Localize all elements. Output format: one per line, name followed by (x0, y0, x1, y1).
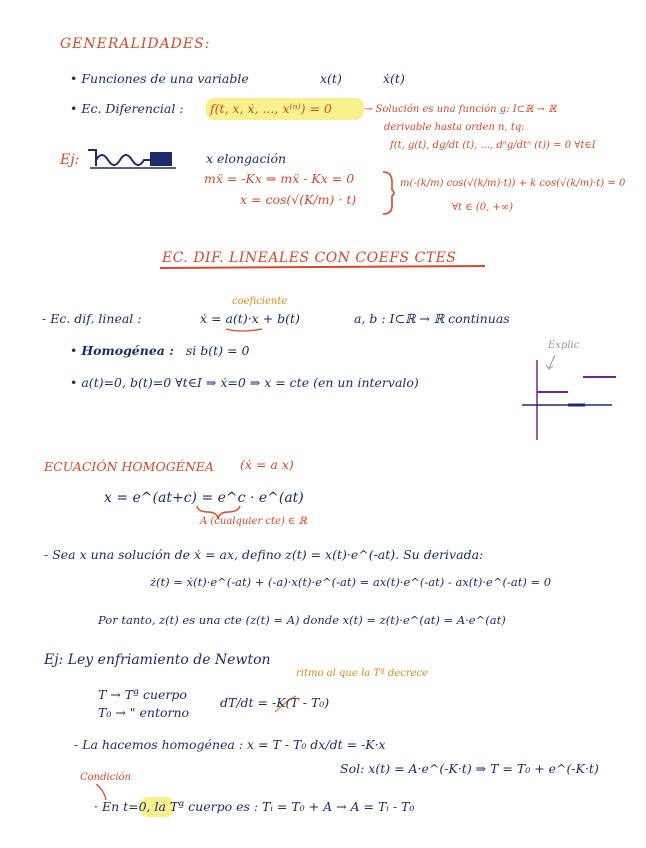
bullet: • (70, 343, 82, 358)
ecdif-solution-2: derivable hasta orden n, tq: (384, 122, 525, 133)
bullet: • (70, 71, 82, 86)
newton-equation: dT/dt = -K(T - T₀) (220, 695, 330, 710)
ecdif-solution-1: → Solución es una función g: I⊂ℝ → ℝ (364, 104, 557, 115)
example-eq-1: mẍ = -Kx ⇒ mẍ - Kx = 0 (204, 171, 355, 186)
homogeneous-text: si b(t) = 0 (185, 343, 250, 358)
homogeneous-equation-title: ECUACIÓN HOMOGÉNEA (44, 459, 214, 474)
example-elongation: x elongación (206, 151, 287, 166)
newton-T: T → Tª cuerpo (98, 687, 187, 702)
ecdif-equation: f(t, x, ẋ, ..., x⁽ⁿ⁾) = 0 (210, 101, 332, 116)
functions-text: Funciones de una variable (81, 71, 249, 86)
homogeneous-line (70, 344, 249, 358)
derivative-line: ż(t) = ẋ(t)·e^(-at) + (-a)·x(t)·e^(-at) = ax(t)·e^(-at) - ax(t)·e^(-at) = 0 (150, 575, 552, 589)
therefore-line: Por tanto, z(t) es una cte (z(t) = A) donde x(t) = z(t)·e^(at) = A·e^(at) (98, 613, 506, 627)
example-label: Ej: (60, 152, 80, 168)
function-xdot: ẋ(t) (383, 71, 405, 86)
linear-condition: a, b : I⊂ℝ → ℝ continuas (354, 311, 510, 326)
ecdif-label: Ec. Diferencial : (81, 101, 184, 116)
example-result-2: ∀t ∈ (0, +∞) (452, 202, 514, 213)
constant-note: A (cualquier cte) ∈ ℝ (200, 516, 307, 527)
homogeneous-label: Homogénea : (81, 343, 174, 358)
ecdif-line (70, 102, 184, 116)
linear-equation: ẋ = a(t)·x + b(t) (200, 311, 300, 326)
newton-T0: T₀ → " entorno (98, 705, 190, 720)
case-line (70, 376, 419, 390)
example-result-1: m(-(k/m) cos(√(k/m)·t)) + k cos(√(k/m)·t) = 0 (400, 178, 626, 189)
page-heading: GENERALIDADES: (60, 36, 211, 52)
linear-label: - Ec. dif. lineal : (42, 311, 142, 326)
coefficient-note: coeficiente (232, 296, 288, 307)
newton-title: Ej: Ley enfriamiento de Newton (44, 652, 271, 668)
bullet: • (70, 101, 82, 116)
condition-note: Condición (80, 772, 131, 783)
initial-condition-line: · En t=0, la Tª cuerpo es : Tᵢ = T₀ + A → A = Tᵢ - T₀ (94, 799, 415, 814)
make-homogeneous-line: - La hacemos homogénea : x = T - T₀ dx/dt = -K·x (74, 737, 386, 752)
section-title: EC. DIF. LINEALES CON COEFS CTES (162, 250, 457, 266)
define-z-line: - Sea x una solución de ẋ = ax, defino z(t) = x(t)·e^(-at). Su derivada: (44, 547, 484, 562)
explanation-note: Explic (548, 340, 580, 351)
rate-note: ritmo al que la Tª decrece (296, 668, 429, 679)
homogeneous-equation: (ẋ = a x) (240, 457, 294, 472)
bullet: • (70, 375, 82, 390)
case-text: a(t)=0, b(t)=0 ∀t∈I ⇒ ẋ=0 ⇒ x = cte (en un intervalo) (81, 375, 419, 390)
newton-solution: Sol: x(t) = A·e^(-K·t) ⇒ T = T₀ + e^(-K·t) (340, 761, 599, 776)
functions-line (70, 72, 249, 86)
homogeneous-solution: x = e^(at+c) = e^c · e^(at) (104, 490, 304, 506)
function-x: x(t) (320, 71, 342, 86)
example-eq-2: x = cos(√(K/m) · t) (240, 192, 357, 207)
ecdif-solution-3: f(t, g(t), dg/dt (t), ..., dⁿg/dtⁿ (t)) = 0 ∀t∈I (390, 140, 596, 151)
